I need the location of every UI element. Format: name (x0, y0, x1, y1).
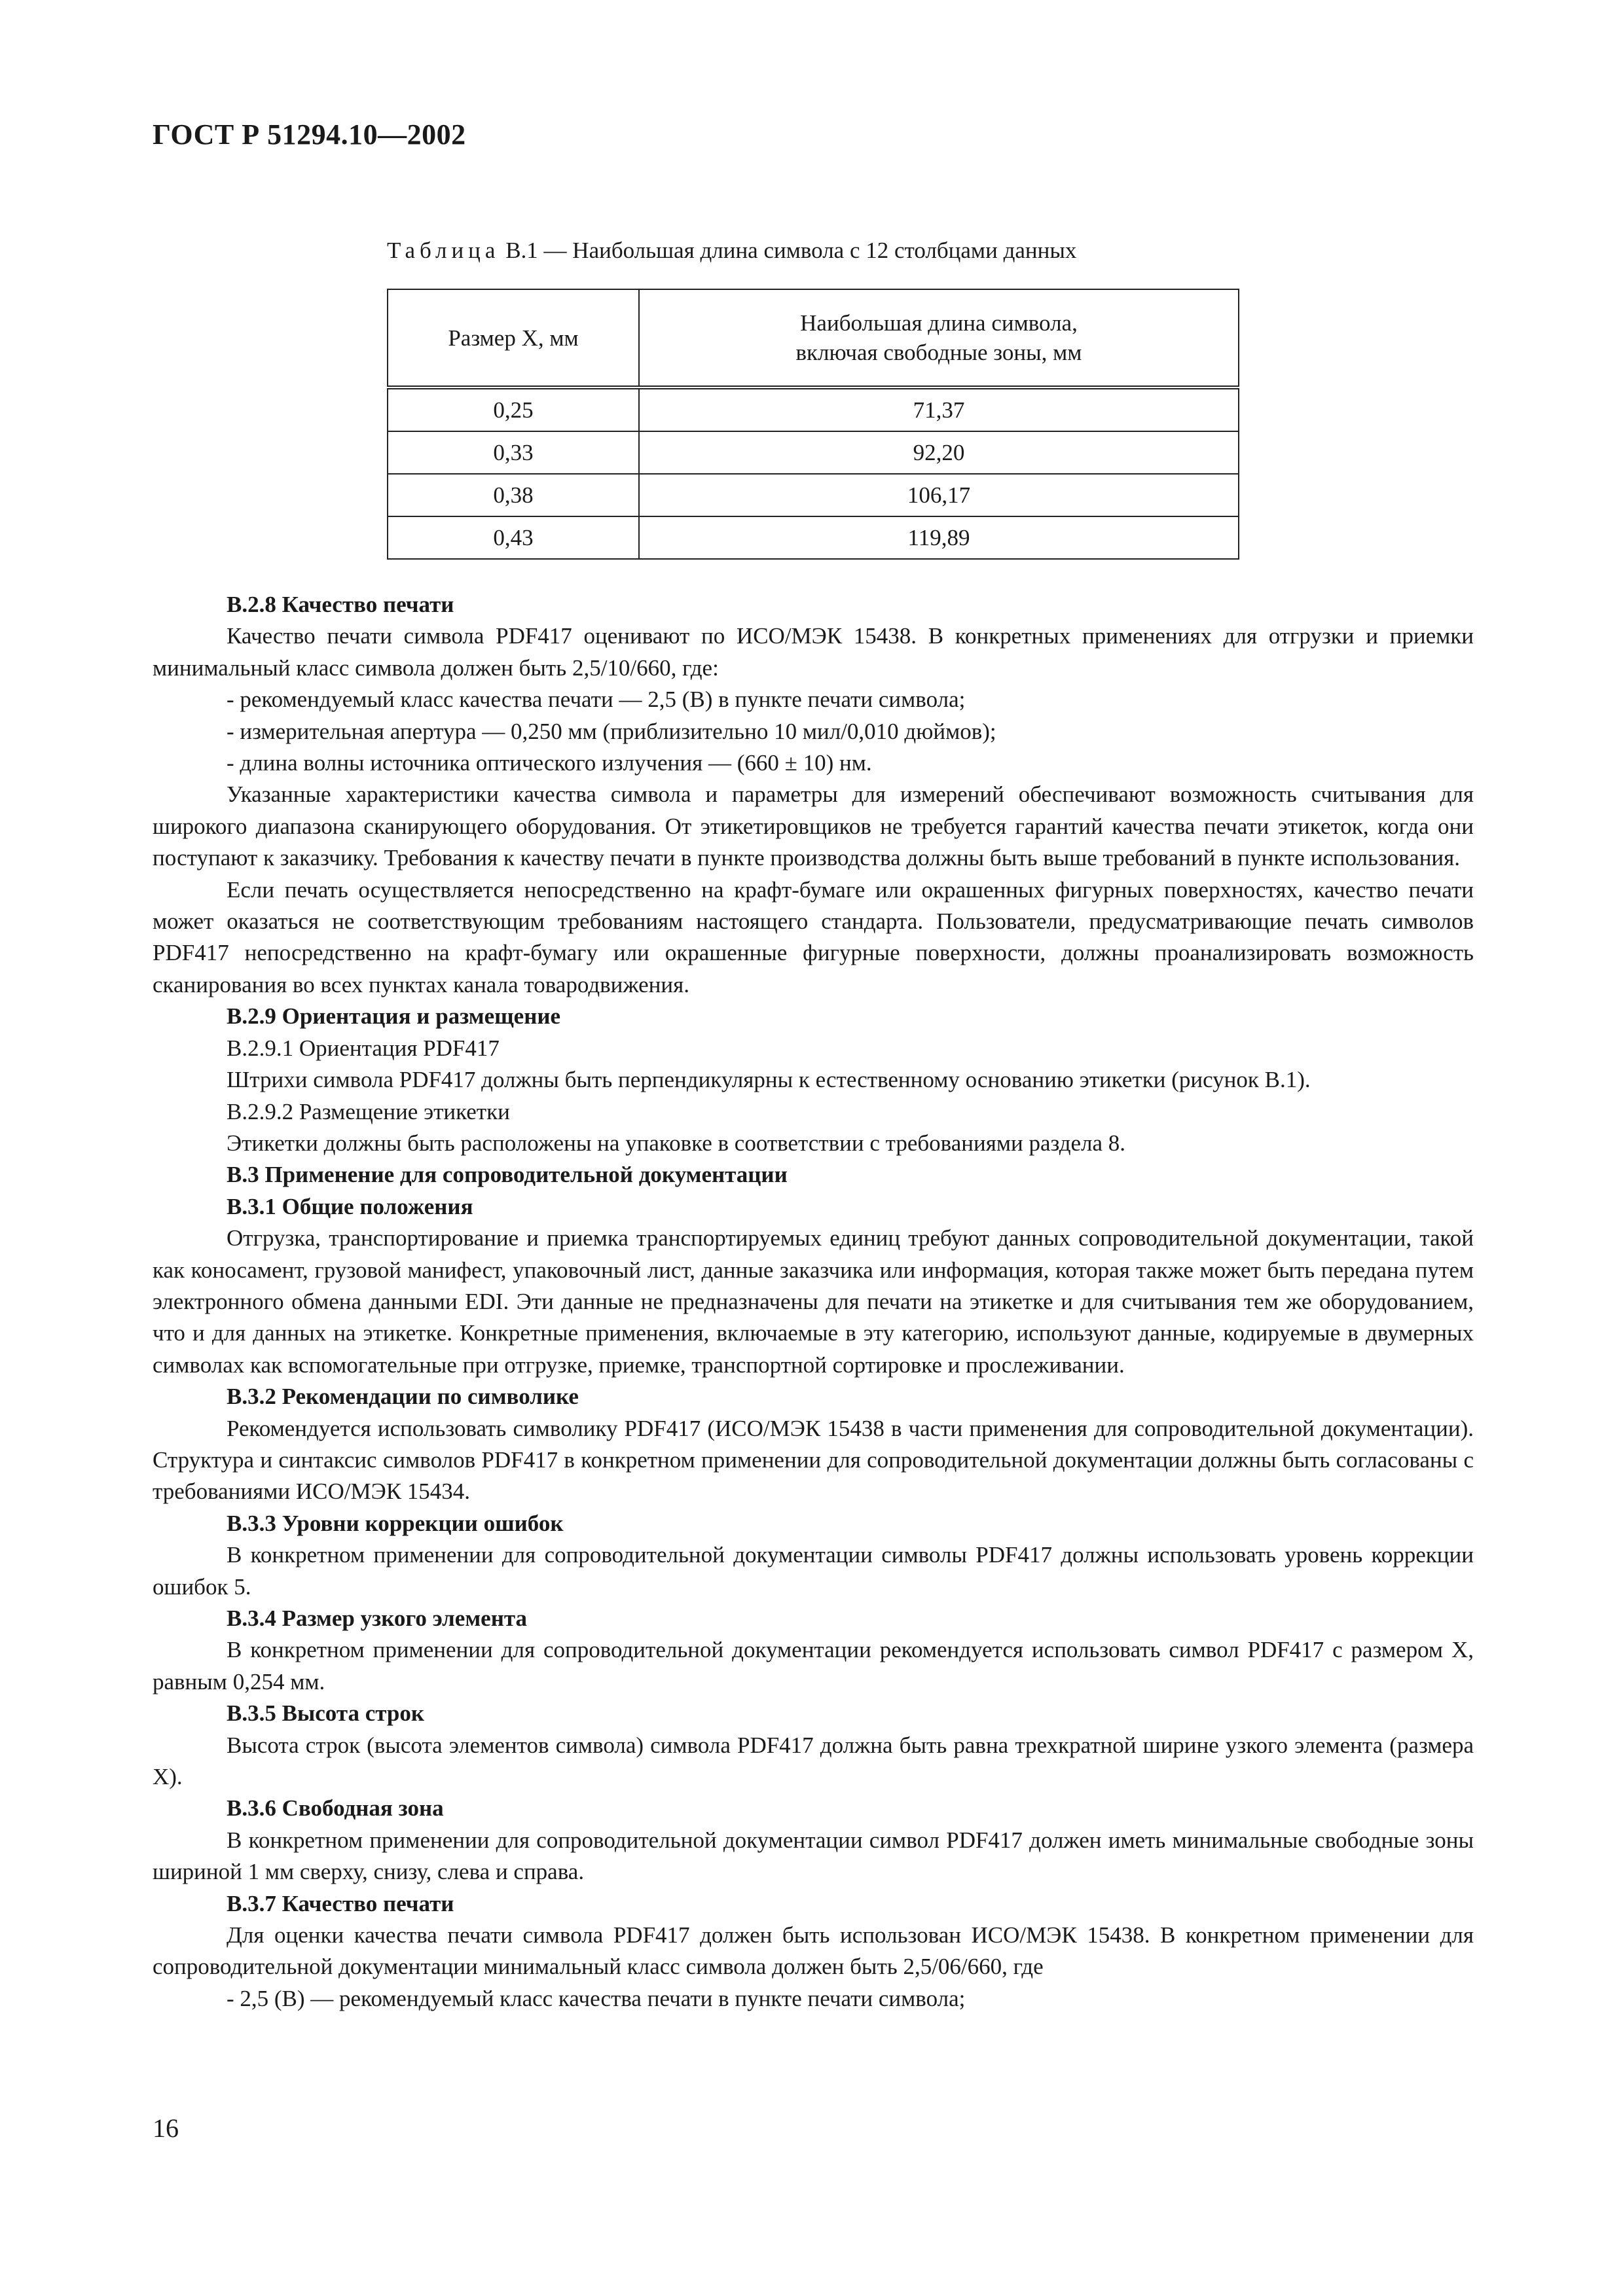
table-caption-text: В.1 — Наибольшая длина символа с 12 столбцами данных (500, 238, 1077, 263)
paragraph: - длина волны источника оптического излучения — (660 ± 10) нм. (227, 750, 872, 776)
table-cell-max-length: 106,17 (639, 474, 1239, 516)
paragraph: Этикетки должны быть расположены на упаковке в соответствии с требованиями раздела 8. (227, 1130, 1126, 1156)
paragraph: В конкретном применении для сопроводительной документации символы PDF417 должны использовать уровень коррекции ошибок 5. (153, 1542, 1474, 1600)
paragraph: Указанные характеристики качества символа и параметры для измерений обеспечивают возможность считывания для широкого диапазона сканирующего оборудования. От этикетировщиков не требуется гарантий качества печати этикеток, когда они поступают к заказчику. Требования к качеству печати в пункте производства должны быть выше требований в пункте использования. (153, 781, 1474, 871)
table-row (388, 474, 1239, 516)
table-cell-max-length: 92,20 (639, 431, 1239, 474)
table-cell-x-size: 0,25 (388, 387, 639, 431)
table-cell-x-size: 0,43 (388, 516, 639, 559)
column-header-max-length (639, 289, 1239, 387)
table-cell-x-size: 0,33 (388, 431, 639, 474)
table-caption-label: Таблица (387, 238, 500, 263)
section-heading: В.3.4 Размер узкого элемента (227, 1605, 527, 1631)
page-number: 16 (153, 2113, 179, 2143)
table-row (388, 516, 1239, 559)
paragraph: - измерительная апертура — 0,250 мм (приблизительно 10 мил/0,010 дюймов); (227, 718, 996, 744)
section-heading: В.3.3 Уровни коррекции ошибок (227, 1510, 564, 1536)
section-heading: В.3.1 Общие положения (227, 1193, 473, 1219)
section-heading: В.3.2 Рекомендации по символике (227, 1384, 579, 1410)
table-cell-max-length: 71,37 (639, 387, 1239, 431)
symbol-length-table (387, 289, 1239, 560)
paragraph: - рекомендуемый класс качества печати — 2,5 (В) в пункте печати символа; (227, 687, 966, 713)
section-heading: В.3.7 Качество печати (227, 1890, 454, 1916)
paragraph: В.2.9.2 Размещение этикетки (227, 1098, 510, 1124)
paragraph: Рекомендуется использовать символику PDF417 (ИСО/МЭК 15438 в части применения для сопроводительной документации). Структура и синтаксис символов PDF417 в конкретном применении для сопроводительной документации должны быть согласованы с требованиями ИСО/МЭК 15434. (153, 1415, 1474, 1505)
section-heading: В.2.8 Качество печати (227, 592, 454, 617)
section-heading: В.2.9 Ориентация и размещение (227, 1003, 561, 1030)
table-row (388, 387, 1239, 431)
paragraph: В.2.9.1 Ориентация PDF417 (227, 1035, 500, 1061)
section-heading: В.3.5 Высота строк (227, 1700, 424, 1727)
paragraph: Если печать осуществляется непосредственно на крафт-бумаге или окрашенных фигурных поверхностях, качество печати может оказаться не соответствующим требованиям настоящего стандарта. Пользователи, предусматривающие печать символов PDF417 непосредственно на крафт-бумагу или окрашенные фигурные поверхности, должны проанализировать возможность сканирования во всех пунктах канала товародвижения. (153, 876, 1474, 997)
document-header: ГОСТ Р 51294.10—2002 (153, 118, 466, 151)
table-cell-x-size: 0,38 (388, 474, 639, 516)
column-header-max-length-line2: включая свободные зоны, мм (795, 340, 1082, 365)
table-row (388, 431, 1239, 474)
table-cell-max-length: 119,89 (639, 516, 1239, 559)
paragraph: Для оценки качества печати символа PDF417 должен быть использован ИСО/МЭК 15438. В конкретном применении для сопроводительной документации минимальный класс символа должен быть 2,5/06/660, где (153, 1922, 1474, 1980)
paragraph: Высота строк (высота элементов символа) символа PDF417 должна быть равна трехкратной ширине узкого элемента (размера X). (153, 1732, 1474, 1790)
paragraph: - 2,5 (В) — рекомендуемый класс качества печати в пункте печати символа; (227, 1985, 966, 2011)
section-heading: В.3.6 Свободная зона (227, 1795, 444, 1821)
section-heading: В.3 Применение для сопроводительной документации (227, 1162, 788, 1188)
paragraph: Качество печати символа PDF417 оценивают по ИСО/МЭК 15438. В конкретных применениях для отгрузки и приемки минимальный класс символа должен быть 2,5/10/660, где: (153, 623, 1474, 681)
paragraph: Штрихи символа PDF417 должны быть перпендикулярны к естественному основанию этикетки (рисунок В.1). (227, 1067, 1311, 1093)
paragraph: Отгрузка, транспортирование и приемка транспортируемых единиц требуют данных сопроводительной документации, такой как коносамент, грузовой манифест, упаковочный лист, данные заказчика или информация, которая также может быть передана путем электронного обмена данными EDI. Эти данные не предназначены для печати на этикетке и для считывания тем же оборудованием, что и для данных на этикетке. Конкретные применения, включаемые в эту категорию, используют данные, кодируемые в двумерных символах как вспомогательные при отгрузке, приемке, транспортной сортировке и прослеживании. (153, 1225, 1474, 1378)
paragraph: В конкретном применении для сопроводительной документации символ PDF417 должен иметь минимальные свободные зоны шириной 1 мм сверху, снизу, слева и справа. (153, 1827, 1474, 1885)
column-header-max-length-line1: Наибольшая длина символа, (800, 310, 1078, 336)
body-text (153, 589, 1474, 2015)
column-header-x-size: Размер X, мм (388, 289, 639, 387)
paragraph: В конкретном применении для сопроводительной документации рекомендуется использовать символ PDF417 с размером X, равным 0,254 мм. (153, 1637, 1474, 1695)
table-header-row (388, 289, 1239, 387)
table-caption (387, 238, 1076, 264)
